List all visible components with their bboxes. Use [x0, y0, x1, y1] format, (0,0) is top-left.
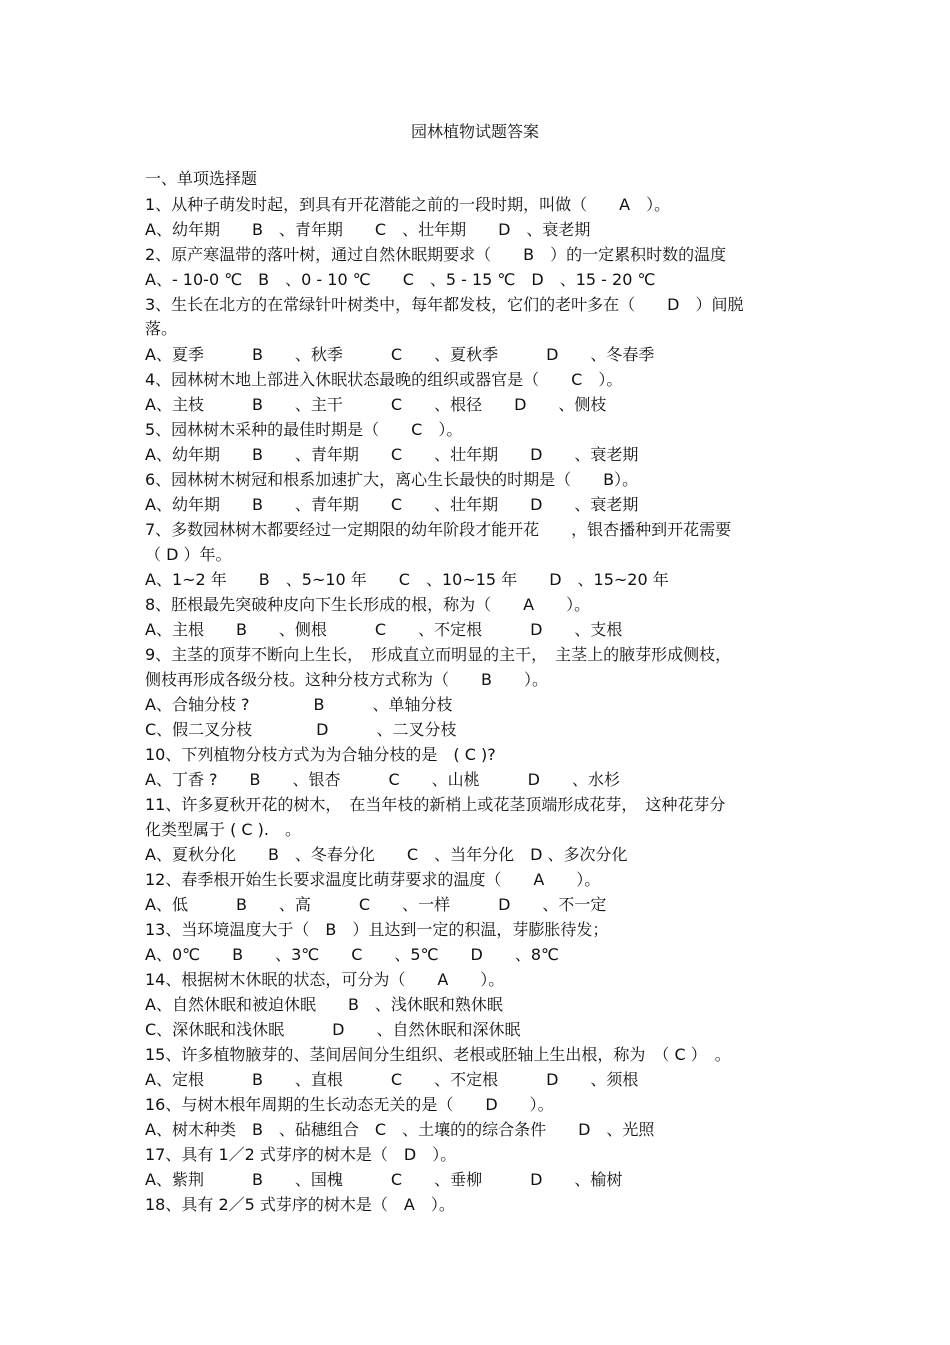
text-line: 落。: [145, 319, 178, 338]
text-line: 3、生长在北方的在常绿针叶树类中，每年都发枝，它们的老叶多在（ D ）间脱: [145, 295, 744, 314]
text-line: 8、胚根最先突破种皮向下生长形成的根，称为（ A ）。: [145, 595, 591, 614]
text-line: 1、从种子萌发时起，到具有开花潜能之前的一段时期，叫做（ A ）。: [145, 195, 671, 214]
text-line: 16、与树木根年周期的生长动态无关的是（ D ）。: [145, 1095, 554, 1114]
text-line: 5、园林树木采种的最佳时期是（ C ）。: [145, 420, 463, 439]
text-line: A、树木种类 B 、砧穗组合 C 、土壤的的综合条件 D 、光照: [145, 1120, 655, 1139]
text-line: A、1~2 年 B 、5~10 年 C 、10~15 年 D 、15~20 年: [145, 570, 669, 589]
text-line: C、深休眠和浅休眠 D 、自然休眠和深休眠: [145, 1020, 521, 1039]
text-line: 15、许多植物腋芽的、茎间居间分生组织、老根或胚轴上生出根，称为 （ C ） 。: [145, 1045, 731, 1064]
text-line: A、夏秋分化 B 、冬春分化 C 、当年分化 D 、多次分化: [145, 845, 628, 864]
text-line: 6、园林树木树冠和根系加速扩大，离心生长最快的时期是（ B）。: [145, 470, 639, 489]
text-line: 9、主茎的顶芽不断向上生长， 形成直立而明显的主干， 主茎上的腋芽形成侧枝，: [145, 645, 732, 664]
text-line: 4、园林树木地上部进入休眠状态最晚的组织或器官是（ C ）。: [145, 370, 623, 389]
text-line: 18、具有 2／5 式芽序的树木是（ A ）。: [145, 1195, 455, 1214]
text-line: A、幼年期 B 、青年期 C 、壮年期 D 、衰老期: [145, 220, 591, 239]
text-line: （ D ）年。: [145, 545, 232, 564]
document-title: 园林植物试题答案: [410, 122, 539, 141]
text-line: 10、下列植物分枝方式为为合轴分枝的是 ( C )?: [145, 745, 496, 764]
text-line: A、低 B 、高 C 、一样 D 、不一定: [145, 895, 607, 914]
text-line: 12、春季根开始生长要求温度比萌芽要求的温度（ A ）。: [145, 870, 601, 889]
text-line: 7、多数园林树木都要经过一定期限的幼年阶段才能开花 ，银杏播种到开花需要: [145, 520, 732, 539]
text-line: 13、当环境温度大于（ B ）且达到一定的积温，芽膨胀待发；: [145, 920, 609, 939]
section-heading: 一、单项选择题: [145, 169, 258, 188]
text-line: 2、原产寒温带的落叶树，通过自然休眠期要求（ B ）的一定累积时数的温度: [145, 245, 727, 264]
text-line: 化类型属于 ( C ). 。: [145, 820, 302, 839]
text-line: A、合轴分枝 ? B 、单轴分枝: [145, 695, 453, 714]
text-line: A、定根 B 、直根 C 、不定根 D 、须根: [145, 1070, 639, 1089]
text-line: A、紫荆 B 、国槐 C 、垂柳 D 、榆树: [145, 1170, 623, 1189]
text-line: A、主枝 B 、主干 C 、根径 D 、侧枝: [145, 395, 607, 414]
text-line: A、夏季 B 、秋季 C 、夏秋季 D 、冬春季: [145, 345, 655, 364]
text-line: 14、根据树木休眠的状态，可分为（ A ）。: [145, 970, 505, 989]
text-line: A、幼年期 B 、青年期 C 、壮年期 D 、衰老期: [145, 445, 639, 464]
text-line: A、- 10-0 ℃ B 、0 - 10 ℃ C 、5 - 15 ℃ D 、15 - 20 ℃: [145, 270, 656, 289]
text-line: A、0℃ B 、3℃ C 、5℃ D 、8℃: [145, 945, 560, 964]
text-line: A、主根 B 、侧根 C 、不定根 D 、支根: [145, 620, 623, 639]
text-line: 侧枝再形成各级分枝。这种分枝方式称为（ B ）。: [145, 670, 548, 689]
text-line: A、丁香 ? B 、银杏 C 、山桃 D 、水杉: [145, 770, 620, 789]
text-line: 11、许多夏秋开花的树木， 在当年枝的新梢上或花茎顶端形成花芽， 这种花芽分: [145, 795, 726, 814]
text-line: A、幼年期 B 、青年期 C 、壮年期 D 、衰老期: [145, 495, 639, 514]
text-line: 17、具有 1／2 式芽序的树木是（ D ）。: [145, 1145, 457, 1164]
text-line: A、自然休眠和被迫休眠 B 、浅休眠和熟休眠: [145, 995, 503, 1014]
text-line: C、假二叉分枝 D 、二叉分枝: [145, 720, 457, 739]
